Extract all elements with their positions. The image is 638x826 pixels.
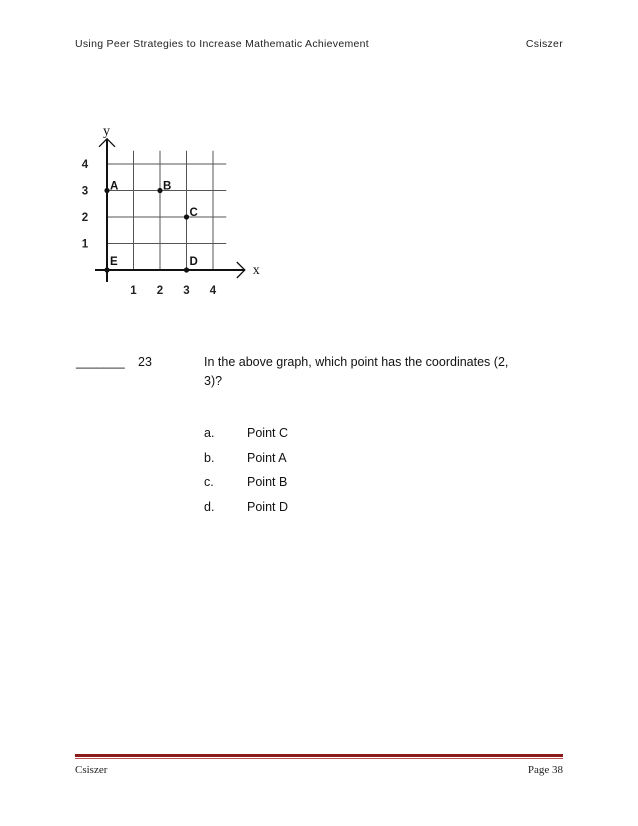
header-title: Using Peer Strategies to Increase Mathematic Achievement — [75, 38, 370, 50]
footer-author: Csiszer — [75, 764, 108, 776]
y-axis-label: y — [103, 123, 110, 139]
header-author: Csiszer — [525, 38, 563, 50]
option-text: Point D — [247, 500, 288, 514]
y-tick-label: 1 — [81, 238, 89, 251]
point-c-marker — [184, 214, 189, 219]
x-axis-label: x — [252, 263, 260, 278]
graph-points — [104, 181, 197, 273]
point-d-label: D — [189, 256, 198, 268]
graph-axes — [95, 124, 260, 282]
x-tick-label: 1 — [130, 285, 137, 297]
answer-blank: _______ — [76, 355, 125, 369]
graph-tick-labels — [82, 159, 217, 297]
option-text: Point B — [247, 475, 288, 489]
x-tick-label: 3 — [183, 285, 190, 297]
y-tick-label: 4 — [81, 159, 89, 171]
point-a-label: A — [110, 180, 119, 193]
x-tick-label: 4 — [209, 285, 217, 297]
point-c-label: C — [189, 207, 198, 219]
question-number: 23 — [138, 355, 152, 369]
point-e-label: E — [110, 256, 118, 268]
option-letter: b. — [204, 451, 215, 465]
point-d-marker — [184, 267, 189, 272]
y-tick-label: 3 — [81, 185, 89, 198]
x-tick-label: 2 — [156, 285, 164, 297]
graph-grid — [107, 151, 226, 270]
option-text: Point A — [247, 451, 287, 465]
question-text: In the above graph, which point has the coordinates (2, 3)? — [204, 355, 509, 388]
point-b-label: B — [163, 180, 172, 193]
point-a-marker — [104, 188, 109, 193]
option-letter: a. — [204, 426, 215, 440]
point-b-marker — [157, 188, 162, 193]
point-e-marker — [104, 267, 109, 272]
footer-page-number: Page 38 — [527, 764, 563, 776]
coordinate-graph — [60, 112, 280, 312]
option-text: Point C — [247, 426, 288, 440]
option-letter: c. — [204, 475, 214, 489]
y-tick-label: 2 — [81, 212, 89, 224]
footer-rule — [75, 754, 563, 757]
footer-rule-thin — [75, 758, 563, 759]
option-letter: d. — [204, 500, 215, 514]
